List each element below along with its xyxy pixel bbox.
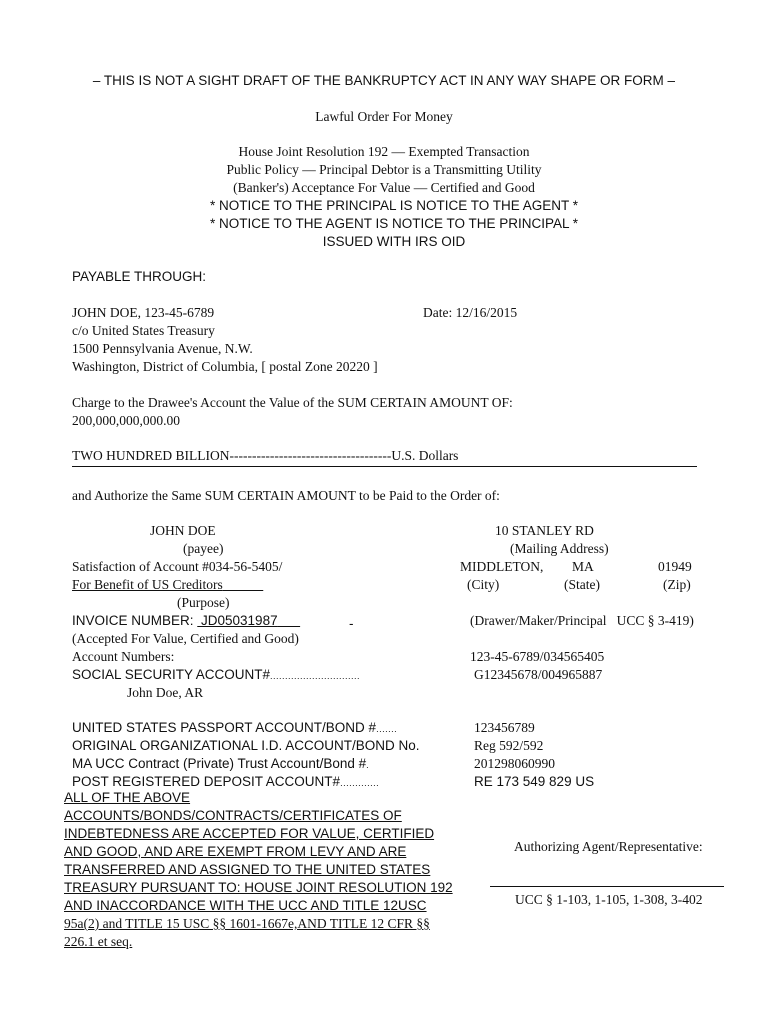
social-security-account xyxy=(72,666,360,685)
amount-in-words: TWO HUNDRED BILLION------------------------------------U.S. Dollars xyxy=(72,448,459,463)
org-id-account-label xyxy=(72,737,420,756)
statement-line: AND GOOD, AND ARE EXEMPT FROM LEVY AND ARE xyxy=(64,844,407,859)
statement-line: ACCOUNTS/BONDS/CONTRACTS/CERTIFICATES OF xyxy=(64,808,402,823)
passport-label-text: UNITED STATES PASSPORT ACCOUNT/BOND # xyxy=(72,720,377,735)
mailing-street: 10 STANLEY RD xyxy=(495,523,594,538)
accepted-for-value: (Accepted For Value, Certified and Good) xyxy=(72,631,299,646)
ucc-trust-account-value: 201298060990 xyxy=(474,756,555,771)
invoice-padding xyxy=(278,613,301,628)
city-label: (City) xyxy=(467,577,500,592)
statement-line: TRANSFERRED AND ASSIGNED TO THE UNITED STATES xyxy=(64,862,431,877)
ucc-trust-account-label xyxy=(72,755,369,774)
statement-line: 95a(2) and TITLE 15 USC §§ 1601-1667e,AND TITLE 12 CFR §§ xyxy=(64,916,430,931)
city-address: Washington, District of Columbia, [ postal Zone 20220 ] xyxy=(72,359,378,374)
disclaimer-heading: – THIS IS NOT A SIGHT DRAFT OF THE BANKRUPTCY ACT IN ANY WAY SHAPE OR FORM – xyxy=(92,73,676,88)
ssa-label: SOCIAL SECURITY ACCOUNT# xyxy=(72,667,271,682)
mailing-city: MIDDLETON, xyxy=(460,559,544,574)
authorizing-agent-label: Authorizing Agent/Representative: xyxy=(514,839,703,854)
drawer-maker-principal: (Drawer/Maker/Principal UCC § 3-419) xyxy=(470,613,694,628)
authorize-instruction: and Authorize the Same SUM CERTAIN AMOUNT to be Paid to the Order of: xyxy=(72,488,500,503)
header-line-2: Public Policy — Principal Debtor is a Transmitting Utility xyxy=(226,162,542,177)
benefit-text: For Benefit of US Creditors xyxy=(72,577,223,592)
post-deposit-leader-dots: ............. xyxy=(340,778,380,788)
org-id-label-text: ORIGINAL ORGANIZATIONAL I.D. ACCOUNT/BOND No. xyxy=(72,738,420,753)
ssa-leader-dots: .............................. xyxy=(270,671,361,681)
mailing-state: MA xyxy=(572,559,594,574)
payable-name: JOHN DOE, 123-45-6789 xyxy=(72,305,215,320)
passport-account-value: 123456789 xyxy=(474,720,535,735)
statement-line: TREASURY PURSUANT TO: HOUSE JOINT RESOLUTION 192 xyxy=(64,880,453,895)
invoice-number xyxy=(72,612,300,630)
statement-line: AND INACCORDANCE WITH THE UCC AND TITLE 12USC xyxy=(64,898,427,913)
issued-with-irs-oid: ISSUED WITH IRS OID xyxy=(322,234,466,249)
post-deposit-label-text: POST REGISTERED DEPOSIT ACCOUNT# xyxy=(72,774,341,789)
post-deposit-account-value: RE 173 549 829 US xyxy=(474,774,595,789)
notice-principal: * NOTICE TO THE PRINCIPAL IS NOTICE TO THE AGENT * xyxy=(209,198,579,213)
benefit-padding xyxy=(223,577,264,592)
passport-account-label xyxy=(72,719,397,738)
statement-line: ALL OF THE ABOVE xyxy=(64,790,191,805)
header-line-1: House Joint Resolution 192 — Exempted Transaction xyxy=(238,144,530,159)
agent-ucc-citation: UCC § 1-103, 1-105, 1-308, 3-402 xyxy=(515,892,703,907)
zip-label: (Zip) xyxy=(663,577,691,592)
signer-name: John Doe, AR xyxy=(127,685,204,700)
satisfaction-of-account: Satisfaction of Account #034-56-5405/ xyxy=(72,559,283,574)
document-title: Lawful Order For Money xyxy=(315,109,453,124)
sum-certain-amount: 200,000,000,000.00 xyxy=(72,413,180,428)
state-label: (State) xyxy=(564,577,600,592)
charge-instruction: Charge to the Drawee's Account the Value of the SUM CERTAIN AMOUNT OF: xyxy=(72,395,513,410)
purpose-label: (Purpose) xyxy=(177,595,230,610)
amount-underline xyxy=(72,466,697,467)
account-numbers-value: 123-45-6789/034565405 xyxy=(470,649,605,664)
payable-through-label: PAYABLE THROUGH: xyxy=(72,269,207,284)
invoice-mark: - xyxy=(349,616,354,631)
street-address: 1500 Pennsylvania Avenue, N.W. xyxy=(72,341,253,356)
notice-agent: * NOTICE TO THE AGENT IS NOTICE TO THE PRINCIPAL * xyxy=(209,216,579,231)
payee-label: (payee) xyxy=(183,541,224,556)
care-of-line: c/o United States Treasury xyxy=(72,323,215,338)
ucc-trust-label-text: MA UCC Contract (Private) Trust Account/Bond # xyxy=(72,756,367,771)
statement-line: INDEBTEDNESS ARE ACCEPTED FOR VALUE, CERTIFIED xyxy=(64,826,435,841)
mailing-address-label: (Mailing Address) xyxy=(510,541,609,556)
document-date: Date: 12/16/2015 xyxy=(423,305,518,320)
benefit-purpose xyxy=(72,576,263,594)
passport-leader-dots: ....... xyxy=(376,724,398,734)
invoice-value: JD05031987 xyxy=(197,613,278,628)
org-id-account-value: Reg 592/592 xyxy=(474,738,544,753)
header-line-3: (Banker's) Acceptance For Value — Certified and Good xyxy=(233,180,535,195)
signature-line xyxy=(490,886,724,887)
ssa-value: G12345678/004965887 xyxy=(474,667,603,682)
account-numbers-label: Account Numbers: xyxy=(72,649,175,664)
statement-line: 226.1 et seq. xyxy=(64,934,133,949)
ucc-trust-leader-dots: . xyxy=(366,760,370,770)
invoice-label: INVOICE NUMBER: xyxy=(72,613,198,628)
mailing-zip: 01949 xyxy=(658,559,692,574)
payee-name: JOHN DOE xyxy=(150,523,216,538)
